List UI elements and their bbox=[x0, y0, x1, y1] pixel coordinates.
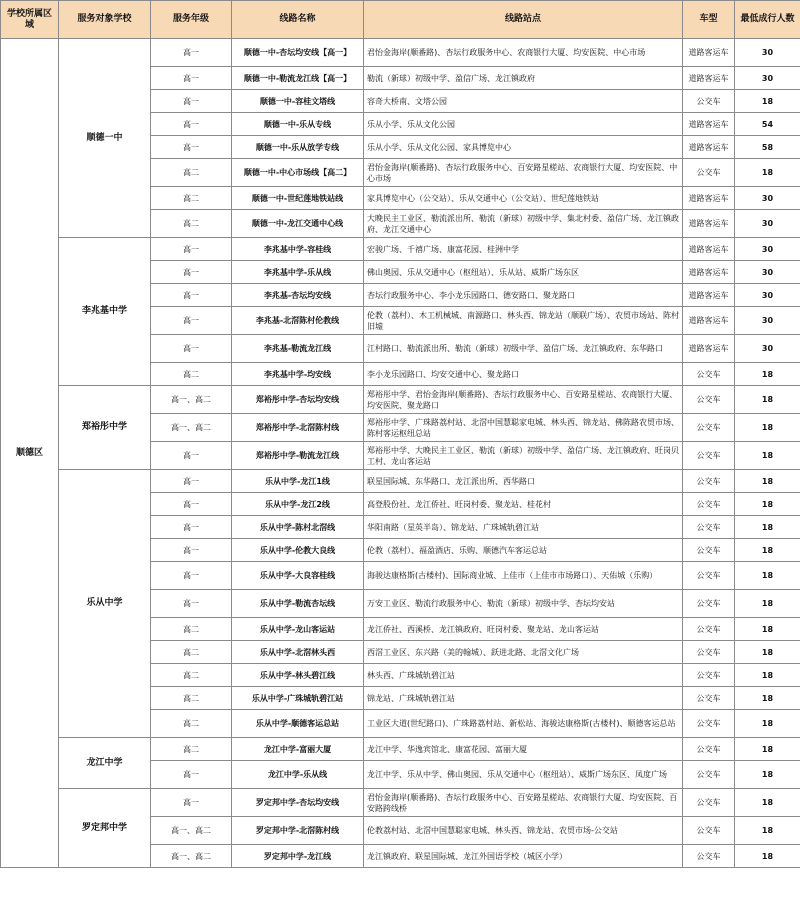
vehicle-type-cell: 道路客运车 bbox=[683, 261, 735, 284]
min-riders-cell: 18 bbox=[735, 687, 800, 710]
min-riders-cell: 18 bbox=[735, 590, 800, 618]
route-name-cell: 乐从中学-龙山客运站 bbox=[232, 618, 364, 641]
vehicle-type-cell: 公交车 bbox=[683, 641, 735, 664]
table-row bbox=[1, 39, 800, 67]
vehicle-type-cell: 道路客运车 bbox=[683, 307, 735, 335]
vehicle-type-cell: 公交车 bbox=[683, 687, 735, 710]
vehicle-type-cell: 公交车 bbox=[683, 590, 735, 618]
min-riders-cell: 18 bbox=[735, 90, 800, 113]
grade-cell: 高一 bbox=[151, 67, 232, 90]
route-stops-cell: 海骏达康格斯(古楼村)、国际商业城、上佳市（上佳市市场路口）、天佑城（乐购） bbox=[364, 562, 683, 590]
min-riders-cell: 18 bbox=[735, 159, 800, 187]
grade-cell: 高一 bbox=[151, 136, 232, 159]
vehicle-type-cell: 公交车 bbox=[683, 442, 735, 470]
school-cell: 顺德一中 bbox=[59, 39, 151, 238]
route-name-cell: 顺德一中-龙江交通中心线 bbox=[232, 210, 364, 238]
route-name-cell: 顺德一中-勒流龙江线【高一】 bbox=[232, 67, 364, 90]
header-grade: 服务年级 bbox=[151, 1, 232, 39]
table-row bbox=[1, 738, 800, 761]
grade-cell: 高一、高二 bbox=[151, 414, 232, 442]
min-riders-cell: 18 bbox=[735, 516, 800, 539]
route-name-cell: 顺德一中-世纪莲地铁站线 bbox=[232, 187, 364, 210]
header-row bbox=[1, 1, 800, 39]
route-name-cell: 龙江中学-乐从线 bbox=[232, 761, 364, 789]
vehicle-type-cell: 公交车 bbox=[683, 159, 735, 187]
vehicle-type-cell: 公交车 bbox=[683, 470, 735, 493]
route-stops-cell: 林头西、广珠城轨碧江站 bbox=[364, 664, 683, 687]
school-cell: 李兆基中学 bbox=[59, 238, 151, 386]
route-name-cell: 乐从中学-顺德客运总站 bbox=[232, 710, 364, 738]
vehicle-type-cell: 公交车 bbox=[683, 539, 735, 562]
route-name-cell: 乐从中学-龙江2线 bbox=[232, 493, 364, 516]
grade-cell: 高一 bbox=[151, 761, 232, 789]
table-body bbox=[1, 39, 800, 868]
grade-cell: 高二 bbox=[151, 363, 232, 386]
min-riders-cell: 30 bbox=[735, 238, 800, 261]
vehicle-type-cell: 公交车 bbox=[683, 710, 735, 738]
min-riders-cell: 30 bbox=[735, 307, 800, 335]
route-name-cell: 李兆基-北滘陈村伦教线 bbox=[232, 307, 364, 335]
grade-cell: 高一 bbox=[151, 307, 232, 335]
header-route-name: 线路名称 bbox=[232, 1, 364, 39]
vehicle-type-cell: 公交车 bbox=[683, 738, 735, 761]
header-vehicle-type: 车型 bbox=[683, 1, 735, 39]
route-name-cell: 顺德一中-杏坛均安线【高一】 bbox=[232, 39, 364, 67]
grade-cell: 高二 bbox=[151, 159, 232, 187]
header-school: 服务对象学校 bbox=[59, 1, 151, 39]
route-stops-cell: 郑裕彤中学、大晚民主工业区、勒流（新球）初级中学、盈信广场、龙江镇政府、旺岗贝工村、龙山客运站 bbox=[364, 442, 683, 470]
route-name-cell: 罗定邦中学-北滘陈村线 bbox=[232, 817, 364, 845]
school-cell: 郑裕彤中学 bbox=[59, 386, 151, 470]
min-riders-cell: 30 bbox=[735, 284, 800, 307]
route-stops-cell: 伦教荔村站、北滘中国慧聪家电城、林头西、锦龙站、农贸市场-公交站 bbox=[364, 817, 683, 845]
route-stops-cell: 伦教（荔村）、木工机械城、南源路口、林头西、锦龙站（顺联广场）、农贸市场站、陈村旧墟 bbox=[364, 307, 683, 335]
route-stops-cell: 容奇大桥南、文塔公园 bbox=[364, 90, 683, 113]
route-name-cell: 李兆基中学-乐从线 bbox=[232, 261, 364, 284]
district-cell: 顺德区 bbox=[1, 39, 59, 868]
grade-cell: 高一 bbox=[151, 493, 232, 516]
header-district: 学校所属区域 bbox=[1, 1, 59, 39]
route-stops-cell: 郑裕彤中学、广珠路荔村站、北滘中国慧聪家电城、林头西、锦龙站、佛陈路农贸市场、陈村客运枢纽总站 bbox=[364, 414, 683, 442]
grade-cell: 高一 bbox=[151, 261, 232, 284]
route-stops-cell: 佛山奥园、乐从交通中心（枢纽站）、乐从站、威斯广场东区 bbox=[364, 261, 683, 284]
grade-cell: 高一 bbox=[151, 113, 232, 136]
min-riders-cell: 18 bbox=[735, 789, 800, 817]
min-riders-cell: 18 bbox=[735, 664, 800, 687]
vehicle-type-cell: 公交车 bbox=[683, 386, 735, 414]
grade-cell: 高一 bbox=[151, 470, 232, 493]
route-stops-cell: 君怡金海岸(顺番路)、杏坛行政服务中心、农商银行大厦、均安医院、中心市场 bbox=[364, 39, 683, 67]
route-stops-cell: 龙江中学、乐从中学、佛山奥园、乐从交通中心（枢纽站）、威斯广场东区、凤度广场 bbox=[364, 761, 683, 789]
min-riders-cell: 18 bbox=[735, 761, 800, 789]
route-name-cell: 顺德一中-容桂文塔线 bbox=[232, 90, 364, 113]
grade-cell: 高二 bbox=[151, 641, 232, 664]
vehicle-type-cell: 公交车 bbox=[683, 562, 735, 590]
min-riders-cell: 18 bbox=[735, 363, 800, 386]
grade-cell: 高一 bbox=[151, 590, 232, 618]
route-stops-cell: 万安工业区、勒流行政服务中心、勒流（新球）初级中学、杏坛均安站 bbox=[364, 590, 683, 618]
route-stops-cell: 乐从小学、乐从文化公园、家具博览中心 bbox=[364, 136, 683, 159]
grade-cell: 高一、高二 bbox=[151, 817, 232, 845]
route-stops-cell: 华阳南路（星英半岛）、锦龙站、广珠城轨碧江站 bbox=[364, 516, 683, 539]
min-riders-cell: 18 bbox=[735, 493, 800, 516]
min-riders-cell: 18 bbox=[735, 817, 800, 845]
route-name-cell: 龙江中学-富丽大厦 bbox=[232, 738, 364, 761]
vehicle-type-cell: 道路客运车 bbox=[683, 210, 735, 238]
route-stops-cell: 工业区大道(世纪路口)、广珠路荔村站、新松站、海骏达康格斯(古楼村)、顺德客运总站 bbox=[364, 710, 683, 738]
min-riders-cell: 30 bbox=[735, 261, 800, 284]
route-name-cell: 李兆基中学-容桂线 bbox=[232, 238, 364, 261]
route-stops-cell: 高登股份社、龙江侨社、旺岗村委、聚龙站、桂花村 bbox=[364, 493, 683, 516]
grade-cell: 高二 bbox=[151, 710, 232, 738]
grade-cell: 高二 bbox=[151, 664, 232, 687]
min-riders-cell: 18 bbox=[735, 641, 800, 664]
table-row bbox=[1, 238, 800, 261]
vehicle-type-cell: 道路客运车 bbox=[683, 284, 735, 307]
grade-cell: 高二 bbox=[151, 738, 232, 761]
route-name-cell: 罗定邦中学-龙江线 bbox=[232, 845, 364, 868]
route-stops-cell: 伦教（荔村）、福盈酒店、乐购、顺德汽车客运总站 bbox=[364, 539, 683, 562]
grade-cell: 高一 bbox=[151, 562, 232, 590]
grade-cell: 高一 bbox=[151, 90, 232, 113]
school-cell: 乐从中学 bbox=[59, 470, 151, 738]
route-name-cell: 乐从中学-勒流杏坛线 bbox=[232, 590, 364, 618]
min-riders-cell: 58 bbox=[735, 136, 800, 159]
route-stops-cell: 家具博览中心（公交站）、乐从交通中心（公交站）、世纪莲地铁站 bbox=[364, 187, 683, 210]
vehicle-type-cell: 道路客运车 bbox=[683, 335, 735, 363]
route-name-cell: 李兆基-杏坛均安线 bbox=[232, 284, 364, 307]
header-min-riders: 最低成行人数 bbox=[735, 1, 800, 39]
route-stops-cell: 锦龙站、广珠城轨碧江站 bbox=[364, 687, 683, 710]
grade-cell: 高一 bbox=[151, 789, 232, 817]
grade-cell: 高一、高二 bbox=[151, 386, 232, 414]
vehicle-type-cell: 公交车 bbox=[683, 516, 735, 539]
school-cell: 龙江中学 bbox=[59, 738, 151, 789]
route-stops-cell: 杏坛行政服务中心、李小龙乐园路口、德安路口、聚龙路口 bbox=[364, 284, 683, 307]
route-name-cell: 顺德一中-乐从专线 bbox=[232, 113, 364, 136]
grade-cell: 高一 bbox=[151, 516, 232, 539]
route-name-cell: 乐从中学-北滘林头西 bbox=[232, 641, 364, 664]
route-name-cell: 乐从中学-陈村北滘线 bbox=[232, 516, 364, 539]
route-stops-cell: 西滘工业区、东兴路（美的翰城）、跃进北路、北滘文化广场 bbox=[364, 641, 683, 664]
vehicle-type-cell: 公交车 bbox=[683, 845, 735, 868]
route-stops-cell: 君怡金海岸(顺番路)、杏坛行政服务中心、百安路星槎站、农商银行大厦、均安医院、中心市场 bbox=[364, 159, 683, 187]
min-riders-cell: 18 bbox=[735, 414, 800, 442]
header-stops: 线路站点 bbox=[364, 1, 683, 39]
vehicle-type-cell: 道路客运车 bbox=[683, 39, 735, 67]
route-stops-cell: 君怡金海岸(顺番路)、杏坛行政服务中心、百安路星槎站、农商银行大厦、均安医院、百安路跨线桥 bbox=[364, 789, 683, 817]
vehicle-type-cell: 道路客运车 bbox=[683, 187, 735, 210]
vehicle-type-cell: 公交车 bbox=[683, 664, 735, 687]
min-riders-cell: 30 bbox=[735, 39, 800, 67]
min-riders-cell: 18 bbox=[735, 562, 800, 590]
route-name-cell: 乐从中学-伦教大良线 bbox=[232, 539, 364, 562]
route-stops-cell: 龙江侨社、西溪桥、龙江镇政府、旺岗村委、聚龙站、龙山客运站 bbox=[364, 618, 683, 641]
grade-cell: 高一 bbox=[151, 335, 232, 363]
min-riders-cell: 18 bbox=[735, 845, 800, 868]
min-riders-cell: 18 bbox=[735, 442, 800, 470]
route-name-cell: 顺德一中-中心市场线【高二】 bbox=[232, 159, 364, 187]
min-riders-cell: 30 bbox=[735, 335, 800, 363]
vehicle-type-cell: 公交车 bbox=[683, 414, 735, 442]
grade-cell: 高一、高二 bbox=[151, 845, 232, 868]
route-stops-cell: 乐从小学、乐从文化公园 bbox=[364, 113, 683, 136]
route-name-cell: 乐从中学-大良容桂线 bbox=[232, 562, 364, 590]
school-cell: 罗定邦中学 bbox=[59, 789, 151, 868]
min-riders-cell: 18 bbox=[735, 710, 800, 738]
vehicle-type-cell: 公交车 bbox=[683, 90, 735, 113]
vehicle-type-cell: 公交车 bbox=[683, 363, 735, 386]
vehicle-type-cell: 道路客运车 bbox=[683, 67, 735, 90]
min-riders-cell: 30 bbox=[735, 67, 800, 90]
min-riders-cell: 54 bbox=[735, 113, 800, 136]
route-stops-cell: 龙江中学、华逸宾馆北、康富花园、富丽大厦 bbox=[364, 738, 683, 761]
route-name-cell: 乐从中学-广珠城轨碧江站 bbox=[232, 687, 364, 710]
route-stops-cell: 宏骏广场、千禧广场、康富花园、桂洲中学 bbox=[364, 238, 683, 261]
vehicle-type-cell: 公交车 bbox=[683, 761, 735, 789]
route-stops-cell: 李小龙乐园路口、均安交通中心、聚龙路口 bbox=[364, 363, 683, 386]
vehicle-type-cell: 公交车 bbox=[683, 493, 735, 516]
table-row bbox=[1, 386, 800, 414]
route-stops-cell: 大晚民主工业区、勒流派出所、勒流（新球）初级中学、集北村委、盈信广场、龙江镇政府、龙江交通中心 bbox=[364, 210, 683, 238]
vehicle-type-cell: 公交车 bbox=[683, 817, 735, 845]
grade-cell: 高一 bbox=[151, 39, 232, 67]
vehicle-type-cell: 公交车 bbox=[683, 789, 735, 817]
table-row bbox=[1, 470, 800, 493]
route-stops-cell: 勒流（新球）初级中学、盈信广场、龙江镇政府 bbox=[364, 67, 683, 90]
min-riders-cell: 18 bbox=[735, 386, 800, 414]
route-stops-cell: 江村路口、勒流派出所、勒流（新球）初级中学、盈信广场、龙江镇政府、东华路口 bbox=[364, 335, 683, 363]
route-name-cell: 郑裕彤中学-北滘陈村线 bbox=[232, 414, 364, 442]
grade-cell: 高一 bbox=[151, 539, 232, 562]
route-name-cell: 顺德一中-乐从放学专线 bbox=[232, 136, 364, 159]
grade-cell: 高一 bbox=[151, 442, 232, 470]
route-name-cell: 罗定邦中学-杏坛均安线 bbox=[232, 789, 364, 817]
vehicle-type-cell: 道路客运车 bbox=[683, 113, 735, 136]
route-name-cell: 乐从中学-林头碧江线 bbox=[232, 664, 364, 687]
min-riders-cell: 30 bbox=[735, 210, 800, 238]
table-row bbox=[1, 789, 800, 817]
min-riders-cell: 18 bbox=[735, 618, 800, 641]
min-riders-cell: 18 bbox=[735, 539, 800, 562]
route-name-cell: 李兆基中学-均安线 bbox=[232, 363, 364, 386]
grade-cell: 高一 bbox=[151, 238, 232, 261]
grade-cell: 高二 bbox=[151, 210, 232, 238]
min-riders-cell: 18 bbox=[735, 738, 800, 761]
grade-cell: 高二 bbox=[151, 618, 232, 641]
min-riders-cell: 18 bbox=[735, 470, 800, 493]
route-stops-cell: 郑裕彤中学、君怡金海岸(顺番路)、杏坛行政服务中心、百安路星槎站、农商银行大厦、均安医院、聚龙路口 bbox=[364, 386, 683, 414]
route-stops-cell: 联星国际城、东华路口、龙江派出所、西华路口 bbox=[364, 470, 683, 493]
grade-cell: 高二 bbox=[151, 187, 232, 210]
vehicle-type-cell: 公交车 bbox=[683, 618, 735, 641]
route-stops-cell: 龙江镇政府、联星国际城、龙江外国语学校（城区小学） bbox=[364, 845, 683, 868]
vehicle-type-cell: 道路客运车 bbox=[683, 238, 735, 261]
grade-cell: 高二 bbox=[151, 687, 232, 710]
route-name-cell: 郑裕彤中学-勒流龙江线 bbox=[232, 442, 364, 470]
route-name-cell: 李兆基-勒流龙江线 bbox=[232, 335, 364, 363]
route-name-cell: 乐从中学-龙江1线 bbox=[232, 470, 364, 493]
vehicle-type-cell: 道路客运车 bbox=[683, 136, 735, 159]
min-riders-cell: 30 bbox=[735, 187, 800, 210]
route-name-cell: 郑裕彤中学-杏坛均安线 bbox=[232, 386, 364, 414]
grade-cell: 高一 bbox=[151, 284, 232, 307]
